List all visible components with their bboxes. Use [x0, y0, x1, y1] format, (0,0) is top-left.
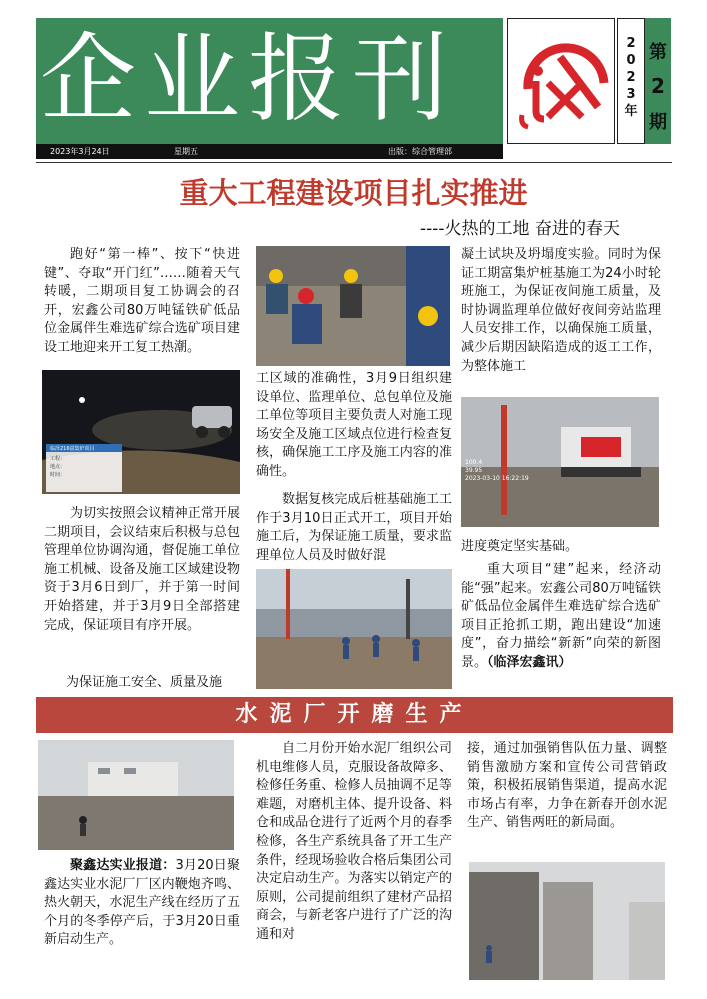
- year-char: 2: [626, 70, 636, 85]
- issue-char: 期: [649, 112, 667, 133]
- article1-col1-p1: 跑好“第一棒”、按下“快进键”、夺取“开门红”……随着天气转暖，二期项目复工协调会的召开，宏鑫公司80万吨锰铁矿低品位金属伴生难选矿综合选矿项目建设工地迎来开工复工热潮。: [44, 247, 240, 355]
- article2-col3-p1: 接，通过加强销售队伍力量、调整销售激励方案和宣传公司营销政策，积极拓展销售渠道，提高水泥市场占有率，力争在新春开创水泥生产、销售两旺的新局面。: [467, 741, 667, 831]
- year-char: 3: [626, 87, 636, 102]
- article1-col2-p1: 工区域的准确性，3月9日组织建设单位、监理单位、总包单位及施工单位等项目主要负责人对施工现场安全及施工区域点位进行检查复核，确保施工工序及施工内容的准确性。: [256, 371, 452, 479]
- photo-caption-line: 工程：: [50, 456, 66, 462]
- article2-lead: 聚鑫达实业报道：: [70, 858, 176, 873]
- article1-col3-p3: 重大项目“建”起来，经济动能“强”起来。宏鑫公司80万吨锰铁矿低品位金属伴生难选矿综合选矿项目正抢抓工期，跑出建设“加速度”，奋力描绘“新新”向荣的新图景。（临泽宏鑫讯）: [461, 562, 661, 670]
- article1-subhead: ----火热的工地 奋进的春天: [420, 219, 620, 239]
- photo-caption-line: 100.4: [465, 459, 483, 466]
- masthead-info-bar: [36, 144, 503, 159]
- year-char: 2: [626, 36, 636, 51]
- photo-caption-title: 临泽216富集炉项目: [50, 446, 95, 452]
- pile-drilling-photo: [256, 569, 452, 689]
- night-site-photo: [42, 370, 240, 494]
- year-char: 0: [626, 53, 636, 68]
- drilling-rig-photo: [461, 397, 659, 527]
- article2-col1-p1: 聚鑫达实业报道：3月20日聚鑫达实业水泥厂厂区内鞭炮齐鸣、热火朝天，水泥生产线在经历了五个月的冬季停产后，于3月20日重新启动生产。: [44, 858, 240, 948]
- issue-weekday: 星期五: [174, 147, 198, 156]
- article1-col1-p2: 为切实按照会议精神正常开展二期项目，会议结束后积极与总包管理单位协调沟通，督促施工单位施工机械、设备及施工区域建设物资于3月6日到厂，并于第一时间开始搭建，并于3月9日全部搭建完成，保证项目有序开展。: [44, 506, 240, 633]
- issue-char: 第: [649, 42, 667, 63]
- year-char: 年: [624, 104, 638, 119]
- article2-col2-p1: 自二月份开始水泥厂组织公司机电维修人员，克服设备故障多、检修任务重、检修人员抽调不足等难题，对磨机主体、提升设备、料仓和成品仓进行了近两个月的春季检修，各生产系统具备了开工生产条件，经现场验收合格后集团公司决定启动生产。为落实以销定产的原则，公司提前组织了建材产品招商会，与新老客户进行了广泛的沟通和对: [256, 741, 452, 942]
- cement-plant-photo: [38, 740, 234, 850]
- issue-number: 2: [651, 74, 665, 98]
- photo-caption-line: 地点：: [50, 464, 66, 470]
- article1-credit: （临泽宏鑫讯）: [487, 654, 572, 670]
- photo-caption-line: 时间：: [50, 472, 66, 478]
- article2-banner: 水泥厂开磨生产: [36, 697, 673, 733]
- issue-number-column: [645, 18, 671, 144]
- publisher: 出版：综合管理部: [388, 147, 452, 156]
- photo-caption-line: 2023-03-10 16:22:19: [465, 475, 529, 482]
- article1-headline: 重大工程建设项目扎实推进: [179, 176, 528, 210]
- inspection-team-photo: [256, 246, 450, 366]
- article1-col3-p2: 进度奠定坚实基础。: [461, 539, 579, 554]
- masthead-title: 企业报刊: [40, 23, 456, 135]
- issue-year-column: [617, 18, 645, 144]
- issue-date: 2023年3月24日: [50, 147, 110, 156]
- article1-col1-p3: 为保证施工安全、质量及施: [66, 675, 223, 690]
- company-logo: [507, 18, 615, 144]
- masthead-rule: [36, 162, 672, 163]
- photo-caption-line: 39.95: [465, 467, 483, 474]
- article1-col3-p1: 凝土试块及坍塌度实验。同时为保证工期富集炉桩基施工为24小时轮班施工，为保证夜间施工质量，及时协调监理单位做好夜间旁站监理人员安排工作，以确保施工质量，减少后期因缺陷造成的返工工作，为整体施工: [461, 247, 661, 374]
- article1-col2-p2: 数据复核完成后桩基础施工工作于3月10日正式开工，项目开始施工后，为保证施工质量，要求监理单位人员及时做好混: [256, 492, 452, 563]
- cement-silo-photo: [469, 862, 665, 980]
